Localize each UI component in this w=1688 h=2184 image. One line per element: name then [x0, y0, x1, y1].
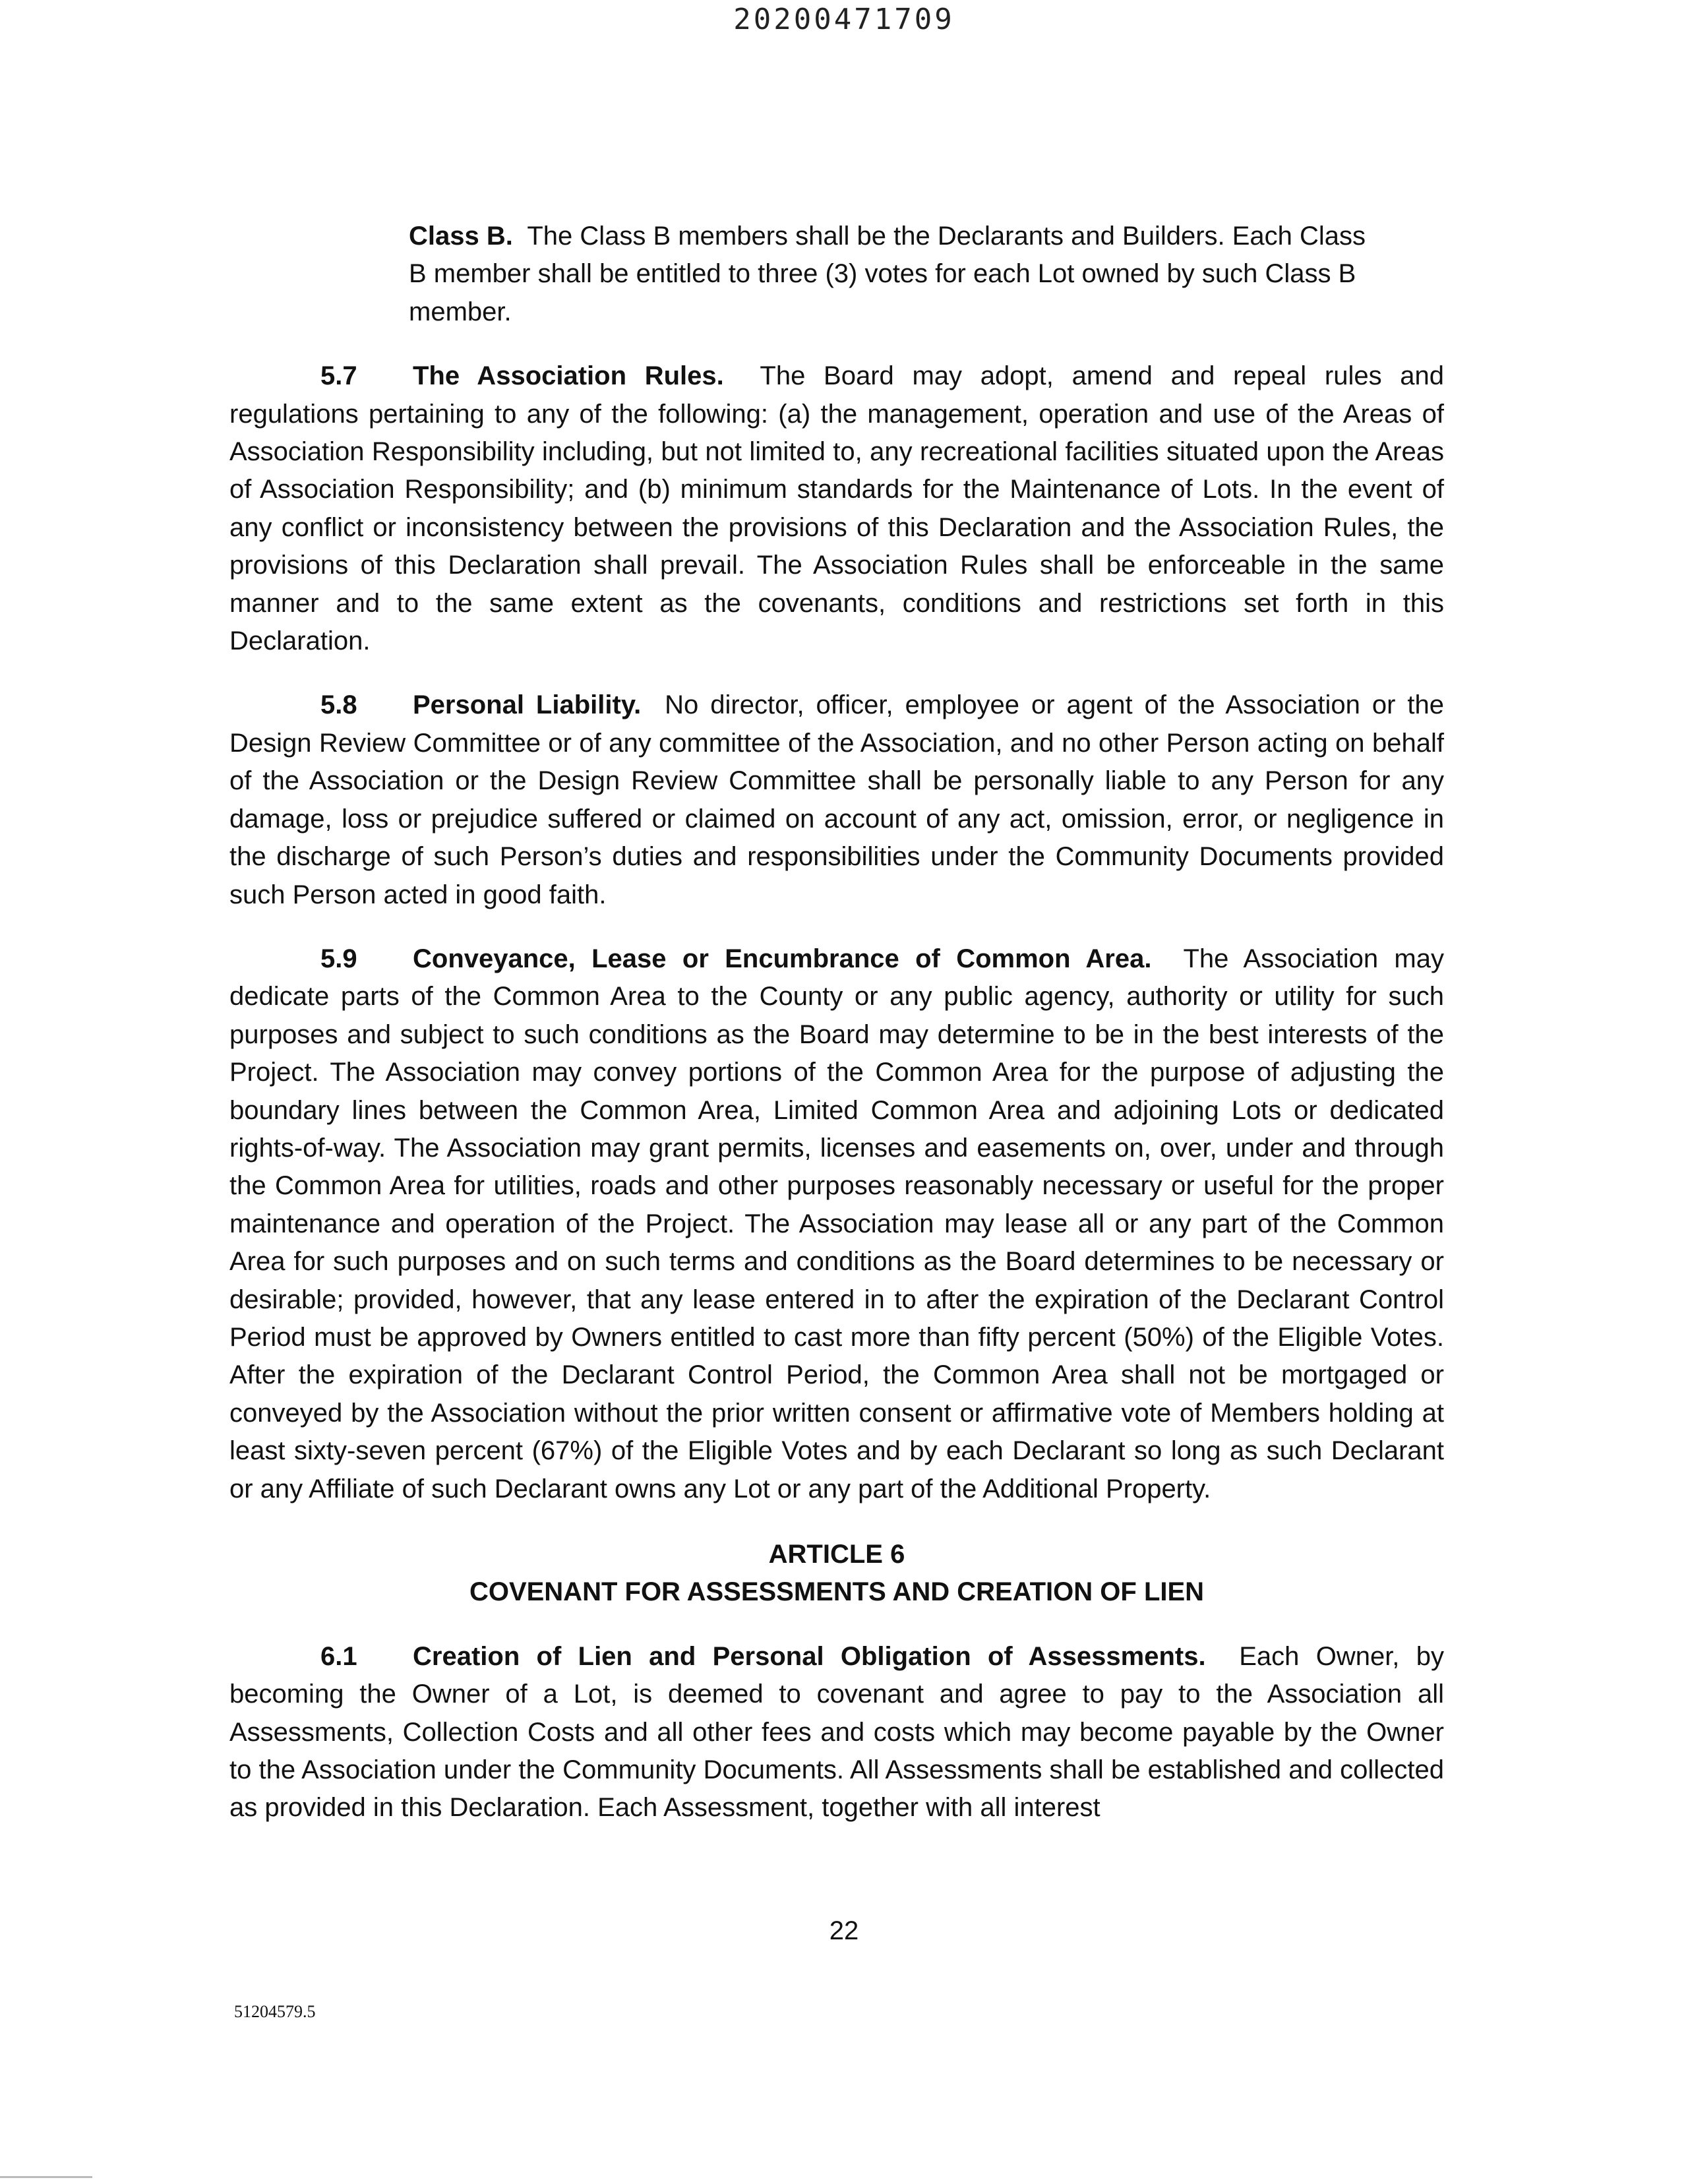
section-6-1: [229, 1638, 1444, 1827]
document-id: 51204579.5: [234, 2002, 316, 2021]
section-5-7: [229, 357, 1444, 660]
section-text: The Association may dedicate parts of the Common Area to the County or any public agency, authority or utility for such purposes and subject to such conditions as the Board may determine to be in the best interests of the Project. The Association may convey portions of the Common Area for the purpose of adjusting the boundary lines between the Common Area, Limited Common Area and adjoining Lots or dedicated rights-of-way. The Association may grant permits, licenses and easements on, over, under and through the Common Area for utilities, roads and other purposes reasonably necessary or useful for the proper maintenance and operation of the Project. The Association may lease all or any part of the Common Area for such purposes and on such terms and conditions as the Board determines to be necessary or desirable; provided, however, that any lease entered in to after the expiration of the Declarant Control Period must be approved by Owners entitled to cast more than fifty percent (50%) of the Eligible Votes. After the expiration of the Declarant Control Period, the Common Area shall not be mortgaged or conveyed by the Association without the prior written consent or affirmative vote of Members holding at least sixty-seven percent (67%) of the Eligible Votes and by each Declarant so long as such Declarant or any Affiliate of such Declarant owns any Lot or any part of the Additional Property.: [229, 944, 1445, 1503]
section-heading: Conveyance, Lease or Encumbrance of Common Area.: [413, 944, 1152, 973]
scan-edge-mark: [0, 2176, 92, 2178]
page-number: 22: [829, 1916, 859, 1945]
section-number: 5.9: [320, 944, 357, 973]
class-b-label: Class B.: [409, 222, 513, 251]
section-5-9: [229, 940, 1444, 1508]
section-heading: The Association Rules.: [413, 361, 724, 391]
section-text: Each Owner, by becoming the Owner of a Lot, is deemed to covenant and agree to pay to the Association all Assessments, Collection Costs and all other fees and costs which may become payable by the Owner to the Association under the Community Documents. All Assessments shall be established and collected as provided in this Declaration. Each Assessment, together with all interest: [229, 1641, 1444, 1823]
section-text: No director, officer, employee or agent of the Association or the Design Review Committee or of any committee of the Association, and no other Person acting on behalf of the Association or the Design Review Committee shall be personally liable to any Person for any damage, loss or prejudice suffered or claimed on account of any act, omission, error, or negligence in the discharge of such Person’s duties and responsibilities under the Community Documents provided such Person acted in good faith.: [229, 690, 1444, 909]
article-title: COVENANT FOR ASSESSMENTS AND CREATION OF LIEN: [469, 1577, 1205, 1607]
document-body: [229, 218, 1444, 1827]
article-number: ARTICLE 6: [768, 1540, 905, 1569]
section-heading: Personal Liability.: [413, 690, 642, 720]
section-number: 5.8: [320, 690, 357, 720]
section-number: 5.7: [320, 361, 357, 391]
section-5-8: [229, 686, 1444, 913]
section-heading: Creation of Lien and Personal Obligation of Assessments.: [413, 1641, 1206, 1671]
recording-number-stamp: 20200471709: [733, 3, 955, 36]
section-number: 6.1: [320, 1641, 357, 1671]
class-b-text: The Class B members shall be the Declarants and Builders. Each Class B member shall be entitled to three (3) votes for each Lot owned by such Class B member.: [409, 222, 1366, 326]
section-text: The Board may adopt, amend and repeal rules and regulations pertaining to any of the following: (a) the management, operation and use of the Areas of Association Responsibility including, but not limited to, any recreational facilities situated upon the Areas of Association Responsibility; and (b) minimum standards for the Maintenance of Lots. In the event of any conflict or inconsistency between the provisions of this Declaration and the Association Rules, the provisions of this Declaration shall prevail. The Association Rules shall be enforceable in the same manner and to the same extent as the covenants, conditions and restrictions set forth in this Declaration.: [229, 361, 1444, 656]
class-b-paragraph: [409, 218, 1372, 331]
